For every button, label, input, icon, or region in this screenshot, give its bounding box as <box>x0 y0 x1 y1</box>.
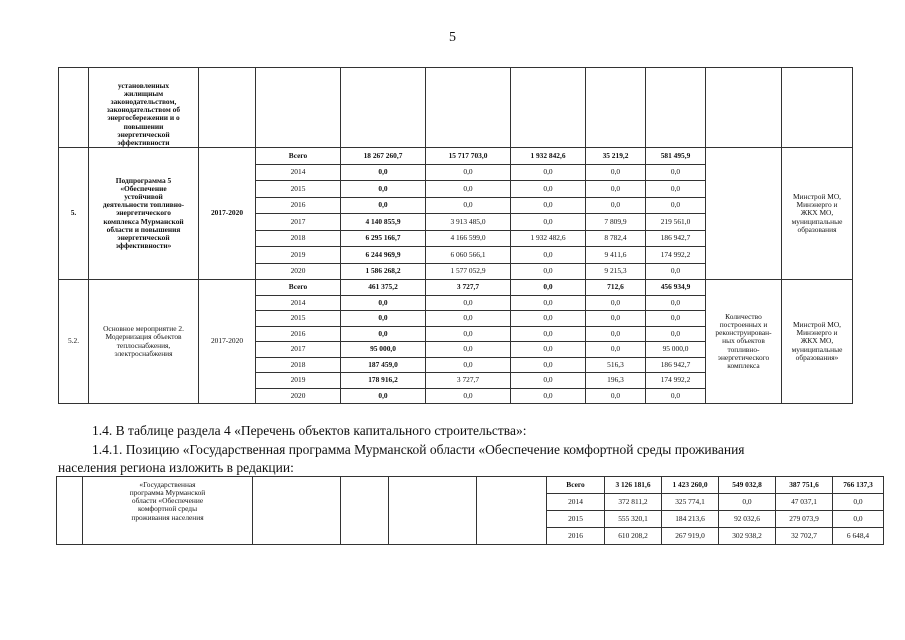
text-line: реконструирован- <box>715 328 772 338</box>
measure-5-2-body <box>59 280 853 404</box>
empty-cell <box>341 477 389 545</box>
amount-cell: 0,0 <box>586 388 646 404</box>
amount-cell: 8 782,4 <box>586 230 646 247</box>
year-cell: 2015 <box>256 181 341 198</box>
amount-cell: 0,0 <box>426 295 511 311</box>
amount-cell: 0,0 <box>586 326 646 342</box>
year-cell: 2017 <box>256 342 341 358</box>
amount-cell: 766 137,3 <box>833 477 884 494</box>
text-line: ных объектов <box>722 336 765 346</box>
amount-cell: 6 648,4 <box>833 528 884 545</box>
amount-cell: 0,0 <box>511 388 586 404</box>
year-cell: Всего <box>547 477 605 494</box>
amount-cell: 1 577 052,9 <box>426 263 511 280</box>
fragment-body <box>59 68 853 148</box>
page-number: 5 <box>449 30 456 45</box>
amount-cell: 0,0 <box>646 388 706 404</box>
amount-cell: 0,0 <box>426 181 511 198</box>
empty-cell <box>199 68 256 148</box>
amount-cell: 0,0 <box>511 197 586 214</box>
amount-cell: 0,0 <box>511 247 586 264</box>
item-name <box>89 280 199 404</box>
text-line: Основное мероприятие 2. <box>103 324 184 334</box>
text-line: энергетического <box>116 208 171 218</box>
amount-cell: 9 411,6 <box>586 247 646 264</box>
amount-cell: 9 215,3 <box>586 263 646 280</box>
year-cell: 2014 <box>256 295 341 311</box>
empty-cell <box>477 477 547 545</box>
text-line: эффективности <box>117 137 170 147</box>
year-cell: 2015 <box>547 511 605 528</box>
year-row <box>59 280 853 296</box>
amount-cell: 32 702,7 <box>776 528 833 545</box>
paragraph-1-4-1-cont: населения региона изложить в редакции: <box>58 460 294 475</box>
text-line: программа Мурманской <box>129 488 206 498</box>
amount-cell: 187 459,0 <box>341 357 426 373</box>
capital-table-body <box>57 477 884 545</box>
text-line: Минстрой МО, <box>792 320 842 330</box>
text-line: области «Обеспечение <box>131 496 204 506</box>
text-line: эффективности» <box>115 240 172 250</box>
text-line: Минэнерго и <box>796 328 838 338</box>
amount-cell: 0,0 <box>646 181 706 198</box>
amount-cell: 0,0 <box>511 357 586 373</box>
amount-cell: 712,6 <box>586 280 646 296</box>
fragment-row <box>59 68 853 148</box>
text-line: энергетической <box>117 129 170 139</box>
amount-cell: 186 942,7 <box>646 357 706 373</box>
amount-cell: 3 727,7 <box>426 373 511 389</box>
amount-cell: 0,0 <box>511 373 586 389</box>
empty-cell <box>341 68 426 148</box>
amount-cell: 610 208,2 <box>605 528 662 545</box>
text-line: энергетического <box>717 352 770 362</box>
amount-cell: 0,0 <box>833 494 884 511</box>
text-line: построенных и <box>719 320 768 330</box>
amount-cell: 0,0 <box>511 280 586 296</box>
amount-cell: 0,0 <box>341 311 426 327</box>
text-line: энергетической <box>117 232 170 242</box>
text-line: повышении <box>123 121 164 131</box>
year-cell: 2016 <box>256 197 341 214</box>
empty-cell <box>646 68 706 148</box>
text-line: комплекса Мурманской <box>103 216 184 226</box>
amount-cell: 178 916,2 <box>341 373 426 389</box>
amount-cell: 186 942,7 <box>646 230 706 247</box>
amount-cell: 0,0 <box>426 197 511 214</box>
text-line: муниципальные <box>791 344 843 354</box>
amount-cell: 7 809,9 <box>586 214 646 231</box>
empty-cell <box>706 68 782 148</box>
amount-cell: 0,0 <box>586 164 646 181</box>
amount-cell: 0,0 <box>719 494 776 511</box>
year-cell: Всего <box>256 280 341 296</box>
amount-cell: 461 375,2 <box>341 280 426 296</box>
amount-cell: 0,0 <box>341 181 426 198</box>
amount-cell: 0,0 <box>341 326 426 342</box>
capital-construction-table <box>56 476 884 545</box>
text-line: области и повышения <box>106 224 181 234</box>
amount-cell: 0,0 <box>646 311 706 327</box>
text-line: образования» <box>795 352 839 362</box>
amount-cell: 15 717 703,0 <box>426 148 511 165</box>
amount-cell: 92 032,6 <box>719 511 776 528</box>
year-row <box>57 477 884 494</box>
text-line: «Государственная <box>139 480 196 489</box>
amount-cell: 0,0 <box>586 342 646 358</box>
amount-cell: 0,0 <box>646 197 706 214</box>
amount-cell: 35 219,2 <box>586 148 646 165</box>
item-period: 2017-2020 <box>199 280 256 404</box>
amount-cell: 0,0 <box>833 511 884 528</box>
item-number: 5.2. <box>59 280 89 404</box>
year-cell: 2018 <box>256 230 341 247</box>
amount-cell: 95 000,0 <box>646 342 706 358</box>
text-line: Количество <box>725 312 762 321</box>
text-line: теплоснабжения, <box>116 340 171 350</box>
amount-cell: 0,0 <box>586 197 646 214</box>
text-line: топливно- <box>727 344 760 354</box>
amount-cell: 4 140 855,9 <box>341 214 426 231</box>
amount-cell: 95 000,0 <box>341 342 426 358</box>
item-number: 5. <box>59 148 89 280</box>
indicator-cell <box>706 148 782 280</box>
empty-cell <box>57 477 83 545</box>
empty-cell <box>586 68 646 148</box>
amount-cell: 184 213,6 <box>662 511 719 528</box>
amount-cell: 0,0 <box>426 326 511 342</box>
text-line: установленных <box>117 80 170 90</box>
amount-cell: 1 586 268,2 <box>341 263 426 280</box>
text-line: ЖКХ МО, <box>800 336 834 346</box>
amount-cell: 267 919,0 <box>662 528 719 545</box>
amount-cell: 196,3 <box>586 373 646 389</box>
empty-cell <box>782 68 853 148</box>
amount-cell: 3 913 485,0 <box>426 214 511 231</box>
amount-cell: 6 295 166,7 <box>341 230 426 247</box>
amount-cell: 18 267 260,7 <box>341 148 426 165</box>
amount-cell: 0,0 <box>426 357 511 373</box>
text-line: законодательством об <box>106 105 181 115</box>
amount-cell: 302 938,2 <box>719 528 776 545</box>
item-period: 2017-2020 <box>199 148 256 280</box>
text-line: устойчивой <box>124 192 163 202</box>
text-line: энергосбережении и о <box>107 113 180 123</box>
amount-cell: 0,0 <box>511 342 586 358</box>
year-cell: Всего <box>256 148 341 165</box>
amount-cell: 4 166 599,0 <box>426 230 511 247</box>
amount-cell: 0,0 <box>511 263 586 280</box>
empty-cell <box>426 68 511 148</box>
amount-cell: 0,0 <box>586 295 646 311</box>
subprogram-5-body <box>59 148 853 280</box>
empty-cell <box>256 68 341 148</box>
indicator-cell <box>706 280 782 404</box>
amount-cell: 581 495,9 <box>646 148 706 165</box>
text-line: комплекса <box>727 360 760 370</box>
amount-cell: 0,0 <box>586 311 646 327</box>
year-cell: 2019 <box>256 247 341 264</box>
text-line: электроснабжения <box>114 348 173 358</box>
responsible-cell <box>782 148 853 280</box>
year-cell: 2017 <box>256 214 341 231</box>
amount-cell: 0,0 <box>646 326 706 342</box>
responsible-cell <box>782 280 853 404</box>
text-line: комфортной среды <box>137 504 198 514</box>
amount-cell: 1 932 482,6 <box>511 230 586 247</box>
year-cell: 2014 <box>547 494 605 511</box>
year-cell: 2019 <box>256 373 341 389</box>
text-line: Минстрой МО, <box>792 192 842 202</box>
year-cell: 2016 <box>547 528 605 545</box>
amount-cell: 0,0 <box>341 388 426 404</box>
year-cell: 2016 <box>256 326 341 342</box>
amount-cell: 174 992,2 <box>646 373 706 389</box>
amount-cell: 456 934,9 <box>646 280 706 296</box>
amount-cell: 0,0 <box>511 295 586 311</box>
year-cell: 2018 <box>256 357 341 373</box>
paragraph-1-4-1: 1.4.1. Позицию «Государственная программа Мурманской области «Обеспечение комфортной среды проживания <box>92 442 745 457</box>
paragraph-1-4: 1.4. В таблице раздела 4 «Перечень объектов капитального строительства»: <box>92 423 527 438</box>
amount-cell: 0,0 <box>586 181 646 198</box>
text-line: Подпрограмма 5 <box>115 175 172 185</box>
amount-cell: 0,0 <box>426 388 511 404</box>
amount-cell: 1 423 260,0 <box>662 477 719 494</box>
amount-cell: 549 032,8 <box>719 477 776 494</box>
amount-cell: 0,0 <box>511 326 586 342</box>
year-cell: 2015 <box>256 311 341 327</box>
amount-cell: 372 811,2 <box>605 494 662 511</box>
text-line: проживания населения <box>131 512 204 522</box>
amount-cell: 3 126 181,6 <box>605 477 662 494</box>
amount-cell: 0,0 <box>511 214 586 231</box>
amount-cell: 174 992,2 <box>646 247 706 264</box>
fragment-text-cell <box>89 68 199 148</box>
amount-cell: 0,0 <box>646 263 706 280</box>
fragment-num-cell <box>59 68 89 148</box>
program-name <box>83 477 253 545</box>
year-cell: 2020 <box>256 263 341 280</box>
amount-cell: 325 774,1 <box>662 494 719 511</box>
text-line: жилищным <box>123 89 164 99</box>
amount-cell: 0,0 <box>341 197 426 214</box>
amount-cell: 0,0 <box>511 311 586 327</box>
program-finance-table <box>58 67 853 404</box>
amount-cell: 387 751,6 <box>776 477 833 494</box>
amount-cell: 0,0 <box>511 181 586 198</box>
amount-cell: 47 037,1 <box>776 494 833 511</box>
text-line: Минэнерго и <box>796 200 838 210</box>
text-line: ЖКХ МО, <box>800 208 834 218</box>
amount-cell: 1 932 842,6 <box>511 148 586 165</box>
amount-cell: 0,0 <box>646 164 706 181</box>
text-line: муниципальные <box>791 216 843 226</box>
amount-cell: 219 561,0 <box>646 214 706 231</box>
amount-cell: 6 060 566,1 <box>426 247 511 264</box>
year-cell: 2014 <box>256 164 341 181</box>
amount-cell: 0,0 <box>426 311 511 327</box>
amount-cell: 279 073,9 <box>776 511 833 528</box>
amount-cell: 0,0 <box>426 164 511 181</box>
empty-cell <box>389 477 477 545</box>
text-line: деятельности топливно- <box>102 200 185 210</box>
empty-cell <box>511 68 586 148</box>
text-line: образования <box>797 224 837 234</box>
year-row <box>59 148 853 165</box>
amount-cell: 6 244 969,9 <box>341 247 426 264</box>
text-line: Модернизация объектов <box>105 332 182 342</box>
amount-cell: 0,0 <box>426 342 511 358</box>
empty-cell <box>253 477 341 545</box>
item-name <box>89 148 199 280</box>
text-line: законодательством, <box>110 97 177 107</box>
amount-cell: 516,3 <box>586 357 646 373</box>
year-cell: 2020 <box>256 388 341 404</box>
amount-cell: 0,0 <box>341 164 426 181</box>
amount-cell: 0,0 <box>646 295 706 311</box>
text-line: «Обеспечение <box>120 184 167 193</box>
amount-cell: 0,0 <box>341 295 426 311</box>
amount-cell: 0,0 <box>511 164 586 181</box>
amount-cell: 3 727,7 <box>426 280 511 296</box>
amount-cell: 555 320,1 <box>605 511 662 528</box>
